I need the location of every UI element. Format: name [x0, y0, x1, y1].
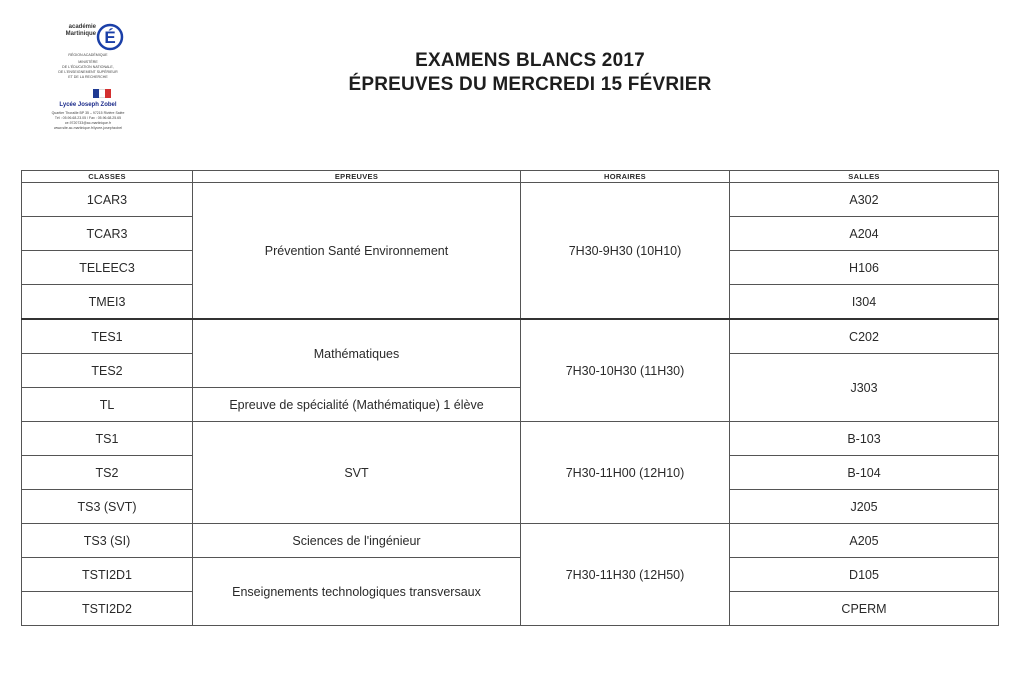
- salle-cell: B-103: [730, 422, 999, 456]
- logo-line-1: RÉGION ACADÉMIQUE: [68, 53, 108, 57]
- salle-cell: A205: [730, 524, 999, 558]
- epreuve-cell: Epreuve de spécialité (Mathématique) 1 élève: [193, 388, 521, 422]
- logo-line-5: ET DE LA RECHERCHE: [68, 75, 108, 79]
- epreuve-cell: Sciences de l'ingénieur: [193, 524, 521, 558]
- horaire-cell: 7H30-11H00 (12H10): [521, 422, 730, 524]
- table-row: [22, 183, 999, 217]
- academie-e-mark-icon: [62, 22, 126, 52]
- region-label: Martinique: [65, 31, 96, 37]
- classe-cell: TL: [22, 388, 193, 422]
- table-row: [22, 558, 999, 592]
- classe-cell: TS3 (SI): [22, 524, 193, 558]
- classe-cell: TS1: [22, 422, 193, 456]
- contact-line-2: Tél : 05.96.68.23.05 / Fax : 05.96.68.25.65: [54, 116, 122, 120]
- header-classes: CLASSES: [22, 171, 193, 183]
- contact-line-1: Quartier Thoraille BP 35 – 97215 Rivière Salée: [51, 111, 125, 115]
- table-row: [22, 422, 999, 456]
- salle-cell: A302: [730, 183, 999, 217]
- classe-cell: TELEEC3: [22, 251, 193, 285]
- header-horaires: HORAIRES: [521, 171, 730, 183]
- epreuve-cell: Prévention Santé Environnement: [193, 183, 521, 320]
- logo-line-3: DE L'ÉDUCATION NATIONALE,: [62, 65, 114, 69]
- classe-cell: TS3 (SVT): [22, 490, 193, 524]
- epreuve-cell: Mathématiques: [193, 319, 521, 388]
- header-salles: SALLES: [730, 171, 999, 183]
- classe-cell: TMEI3: [22, 285, 193, 320]
- exam-schedule-table: [21, 170, 999, 626]
- table-row: [22, 524, 999, 558]
- salle-cell: J205: [730, 490, 999, 524]
- horaire-cell: 7H30-10H30 (11H30): [521, 319, 730, 422]
- salle-cell: D105: [730, 558, 999, 592]
- header-epreuves: EPREUVES: [193, 171, 521, 183]
- classe-cell: TSTI2D2: [22, 592, 193, 626]
- salle-cell: C202: [730, 319, 999, 354]
- french-flag-icon: [93, 89, 111, 98]
- page-subtitle: ÉPREUVES DU MERCREDI 15 FÉVRIER: [348, 74, 712, 95]
- salle-cell: I304: [730, 285, 999, 320]
- academie-label: académie: [68, 24, 96, 30]
- salle-cell: CPERM: [730, 592, 999, 626]
- page-title: EXAMENS BLANCS 2017: [415, 50, 645, 71]
- flag-red: [105, 89, 111, 98]
- epreuve-cell: Enseignements technologiques transversaux: [193, 558, 521, 626]
- horaire-cell: 7H30-11H30 (12H50): [521, 524, 730, 626]
- classe-cell: TSTI2D1: [22, 558, 193, 592]
- salle-cell: A204: [730, 217, 999, 251]
- classe-cell: TCAR3: [22, 217, 193, 251]
- classe-cell: 1CAR3: [22, 183, 193, 217]
- horaire-cell: 7H30-9H30 (10H10): [521, 183, 730, 320]
- classe-cell: TES1: [22, 319, 193, 354]
- salle-cell: H106: [730, 251, 999, 285]
- logo-line-2: MINISTÈRE: [78, 60, 98, 64]
- salle-cell: B-104: [730, 456, 999, 490]
- classe-cell: TS2: [22, 456, 193, 490]
- school-name: Lycée Joseph Zobel: [59, 102, 117, 108]
- contact-line-3: ce.9720733@ac-martinique.fr: [64, 121, 112, 125]
- epreuve-cell: SVT: [193, 422, 521, 524]
- classe-cell: TES2: [22, 354, 193, 388]
- salle-cell: J303: [730, 354, 999, 422]
- mark-letter: É: [104, 28, 116, 47]
- table-header-row: [22, 171, 999, 183]
- academie-logo: [34, 22, 134, 134]
- logo-line-4: DE L'ENSEIGNEMENT SUPÉRIEUR: [58, 70, 118, 74]
- table-row: [22, 319, 999, 354]
- contact-line-4: www.site.ac-martinique.fr/lycee-josephzobel: [53, 126, 123, 130]
